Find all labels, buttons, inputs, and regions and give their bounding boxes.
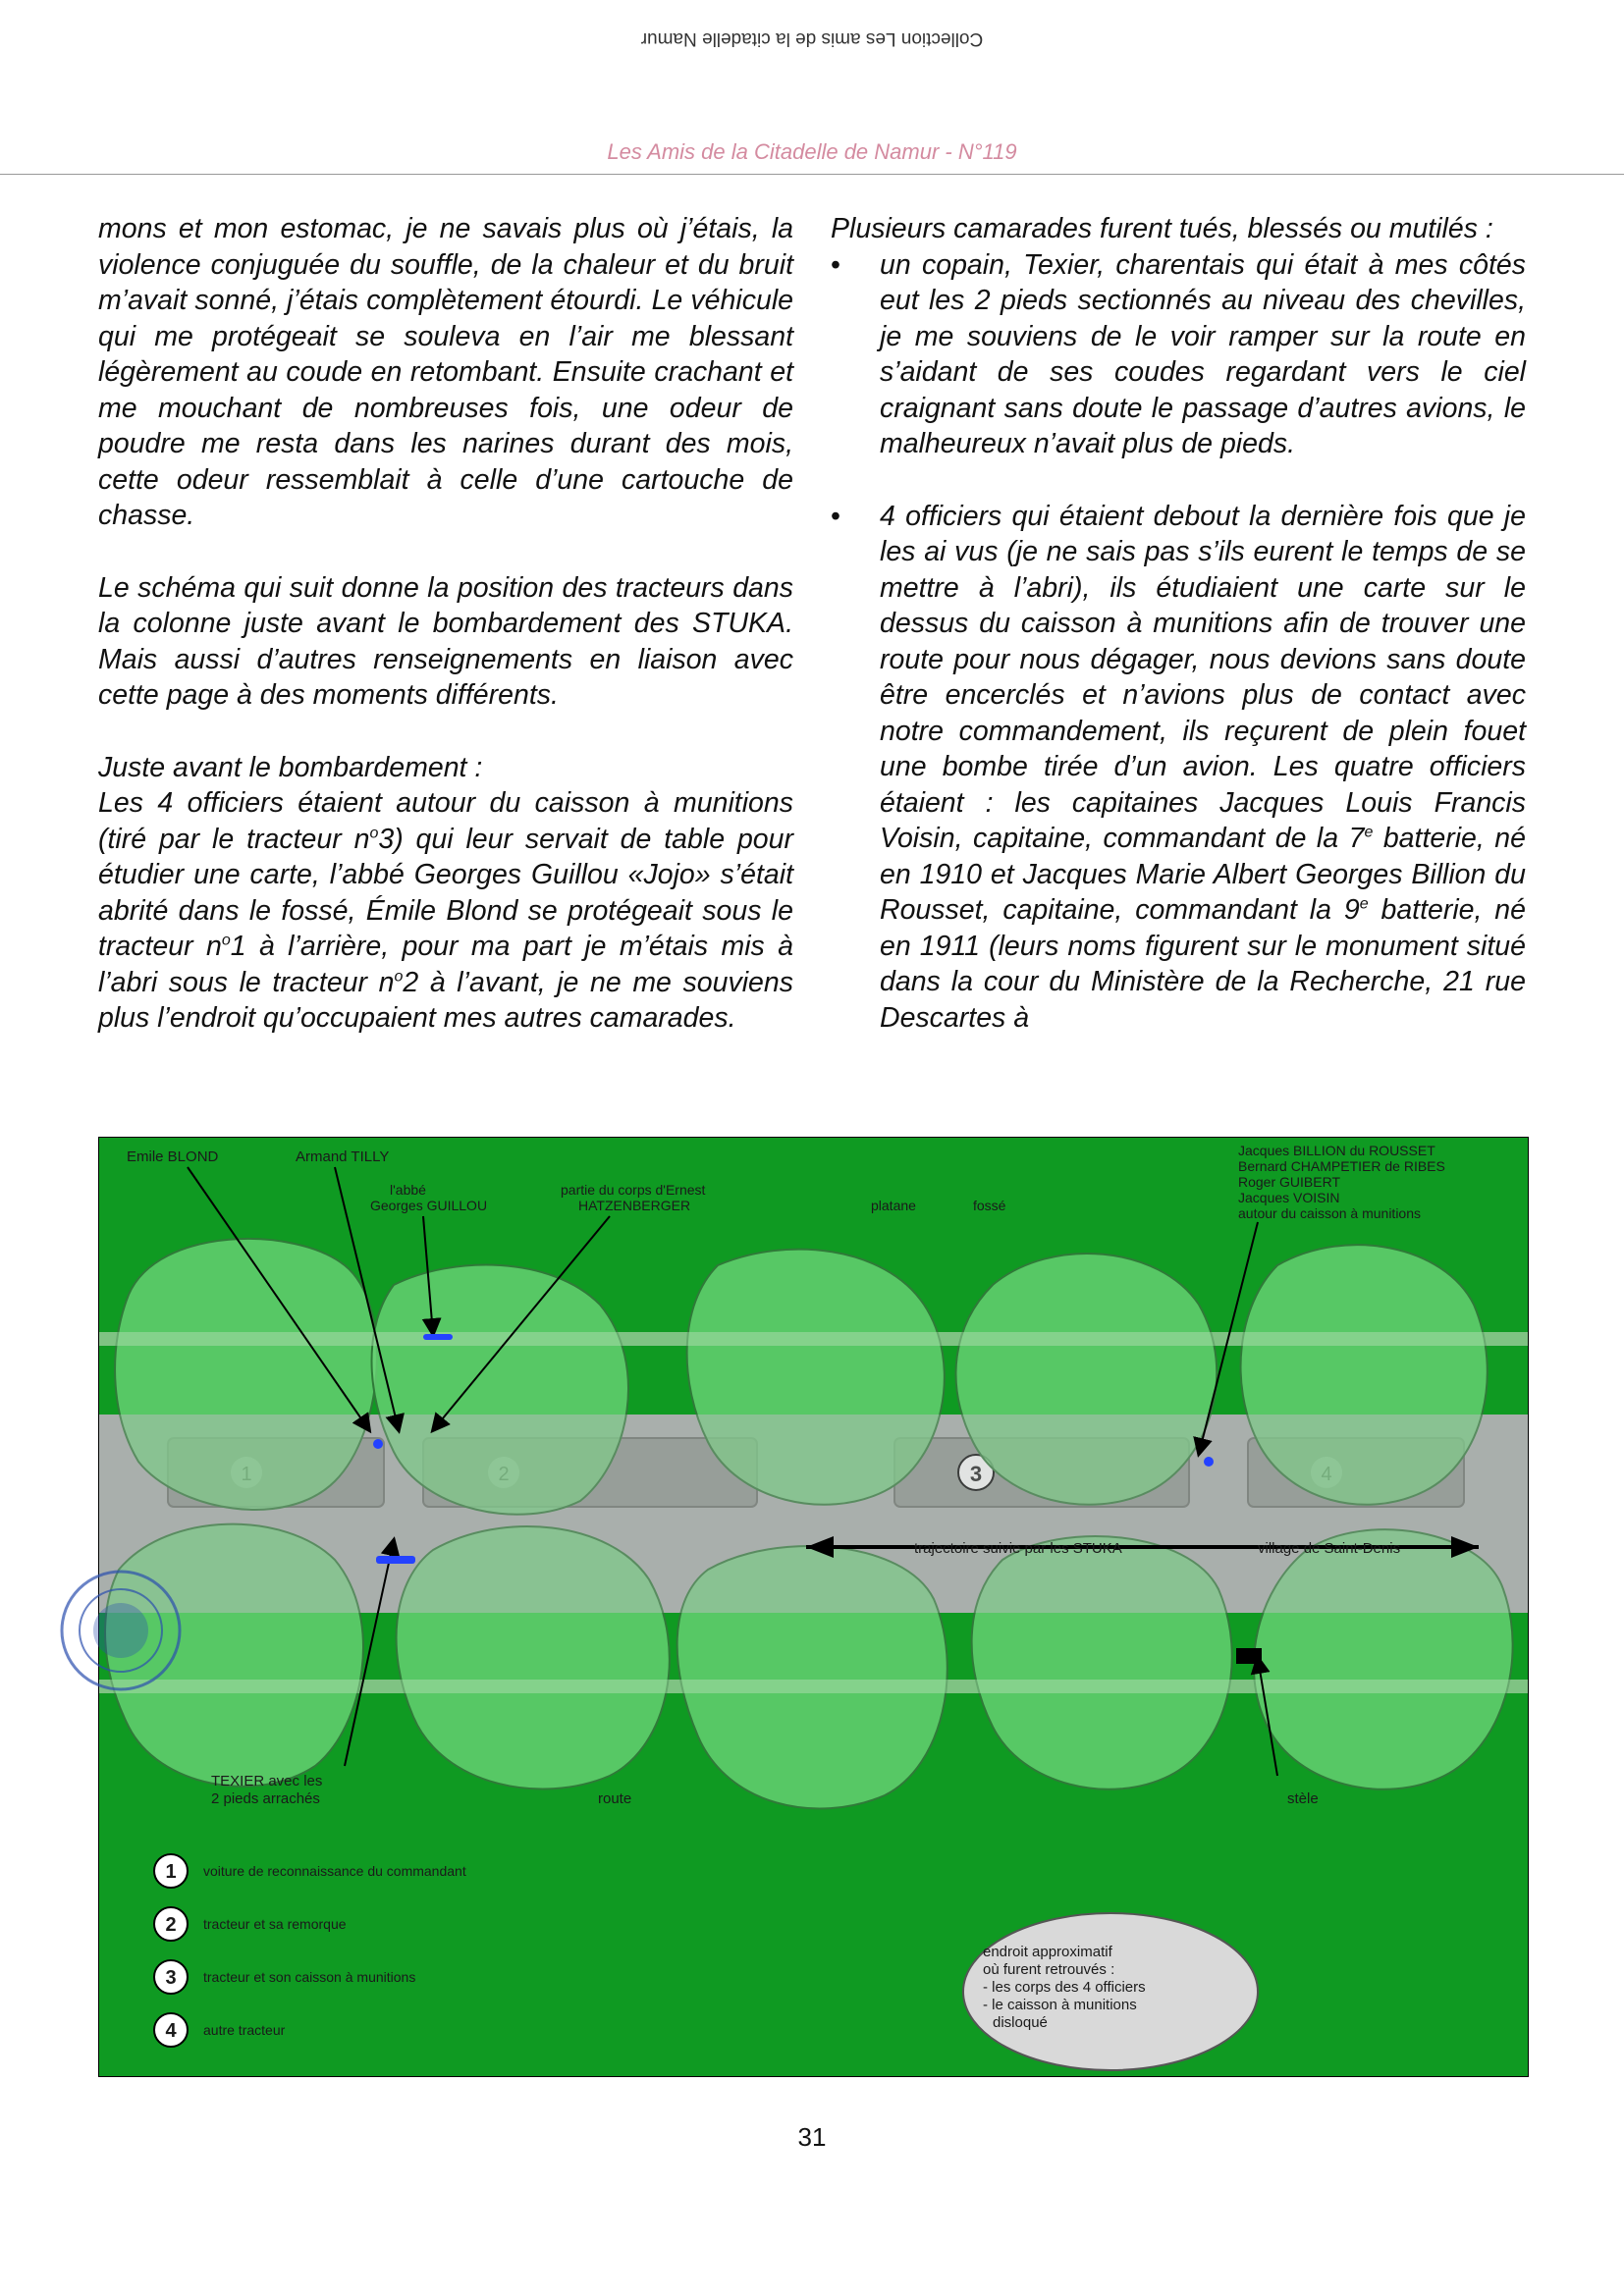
stele-marker xyxy=(1236,1648,1262,1664)
svg-text:disloqué: disloqué xyxy=(993,2014,1048,2031)
svg-text:autre tracteur: autre tracteur xyxy=(203,2022,286,2038)
bullet-icon: • xyxy=(831,248,840,281)
right-column xyxy=(831,211,1526,1036)
bombardment-diagram xyxy=(98,1137,1529,2077)
paragraph-3-heading: Juste avant le bombardement : xyxy=(98,751,483,783)
left-column xyxy=(98,211,793,1037)
label-officers-2: Bernard CHAMPETIER de RIBES xyxy=(1238,1158,1445,1174)
bullet-item-texier: • un copain, Texier, charentais qui était à mes côtés eut les 2 pieds sectionnés au niveau des chevilles, je me souviens de le voir ramper sur la route en s’aidant de ses coudes regardant vers le ciel craignant sans doute le passage d’autres avions, le malheureux n’avait plus de pieds. xyxy=(831,248,1526,459)
label-partie-2: HATZENBERGER xyxy=(578,1198,691,1213)
svg-text:3: 3 xyxy=(969,1462,983,1486)
label-route: route xyxy=(598,1790,632,1807)
svg-text:- les corps des 4 officiers: - les corps des 4 officiers xyxy=(983,1979,1146,1996)
label-trajectoire: trajectoire suivie par les STUKA xyxy=(914,1540,1122,1557)
paragraph-2: Le schéma qui suit donne la position des tracteurs dans la colonne juste avant le bombardement des STUKA. Mais aussi d’autres renseignements en liaison avec cette page à des moments différents. xyxy=(98,571,793,711)
svg-text:tracteur et son caisson à muni: tracteur et son caisson à munitions xyxy=(203,1969,416,1985)
figure-marker xyxy=(373,1439,383,1449)
label-officers-5: autour du caisson à munitions xyxy=(1238,1205,1421,1221)
label-stele: stèle xyxy=(1287,1790,1319,1807)
label-officers-4: Jacques VOISIN xyxy=(1238,1190,1340,1205)
label-abbe-1: l'abbé xyxy=(390,1182,426,1198)
label-abbe-2: Georges GUILLOU xyxy=(370,1198,488,1213)
figure-marker xyxy=(423,1334,453,1340)
svg-text:- le caisson à munitions: - le caisson à munitions xyxy=(983,1997,1137,2013)
svg-text:3: 3 xyxy=(165,1967,177,1989)
label-platane: platane xyxy=(871,1198,916,1213)
svg-text:où furent retrouvés :: où furent retrouvés : xyxy=(983,1961,1115,1978)
intro-paragraph: Plusieurs camarades furent tués, blessés ou mutilés : xyxy=(831,213,1493,244)
bullet-item-officers: • 4 officiers qui étaient debout la dernière fois que je les ai vus (je ne sais pas s’ils eurent le temps de se mettre à l’abri), ils étudiaient une carte sur le dessus du caisson à munitions afin de trouver une route pour nous dégager, nous devions sans doute être encerclés et n’avions plus de contact avec notre commandement, ils reçurent de plein fouet une bombe tirée d’un avion. Les quatre officiers étaient : les capitaines Jacques Louis Francis Voisin, capitaine, commandant de la 7e batterie, né en 1910 et Jacques Marie Albert Georges Billion du Rousset, capitaine, commandant la 9e batterie, né en 1911 (leurs noms figurent sur le monument situé dans la cour du Ministère de la Recherche, 21 rue Descartes à xyxy=(831,500,1527,1034)
svg-text:voiture de reconnaissance du c: voiture de reconnaissance du commandant xyxy=(203,1863,466,1879)
page-number: 31 xyxy=(797,2122,827,2152)
collection-stamp: Collection Les amis de la citadelle Namur xyxy=(640,28,984,49)
label-officers-3: Roger GUIBERT xyxy=(1238,1174,1340,1190)
svg-text:tracteur et sa remorque: tracteur et sa remorque xyxy=(203,1916,347,1932)
label-village: village de Saint-Denis xyxy=(1258,1540,1401,1557)
header-rule xyxy=(0,174,1624,175)
label-texier-1: TEXIER avec les xyxy=(211,1773,323,1789)
collection-seal-stamp xyxy=(57,1567,185,1694)
figure-marker xyxy=(1204,1457,1214,1467)
label-emile-blond: Emile BLOND xyxy=(127,1148,219,1165)
location-note xyxy=(963,1913,1258,2070)
running-head: Les Amis de la Citadelle de Namur - N°119 xyxy=(607,139,1017,164)
bullet-icon: • xyxy=(831,500,840,532)
paragraph-1: mons et mon estomac, je ne savais plus où j’étais, la violence conjuguée du souffle, de la chaleur et du bruit m’avait sonné, j’étais complètement étourdi. Le véhicule qui me protégeait se souleva en l’air me blessant légèrement au coude en retombant. Ensuite crachant et me mouchant de nombreuses fois, une odeur de poudre me resta dans les narines durant des mois, cette odeur ressemblait à celle d’une cartouche de chasse. xyxy=(98,213,793,531)
label-fosse: fossé xyxy=(973,1198,1006,1213)
svg-text:4: 4 xyxy=(165,2020,177,2042)
figure-marker xyxy=(376,1556,415,1564)
label-armand-tilly: Armand TILLY xyxy=(296,1148,390,1165)
label-officers-1: Jacques BILLION du ROUSSET xyxy=(1238,1143,1435,1158)
label-partie-1: partie du corps d'Ernest xyxy=(561,1182,706,1198)
paragraph-3: Les 4 officiers étaient autour du caisson à munitions (tiré par le tracteur $n^o3$) qui leur servait de table pour étudier une carte, l’abbé Georges Guillou «Jojo» s’était abrité dans le fossé, Émile Blond se protégeait sous le tracteur $n^o1$ à l’arrière, pour ma part je m’étais mis à l’abri sous le tracteur $n^o2$ à l’avant, je ne me souviens plus l’endroit qu’occupaient mes autres camarades. xyxy=(98,787,794,1034)
svg-text:1: 1 xyxy=(165,1861,177,1883)
svg-text:endroit approximatif: endroit approximatif xyxy=(983,1944,1112,1960)
label-texier-2: 2 pieds arrachés xyxy=(211,1790,320,1807)
svg-text:2: 2 xyxy=(165,1914,177,1936)
